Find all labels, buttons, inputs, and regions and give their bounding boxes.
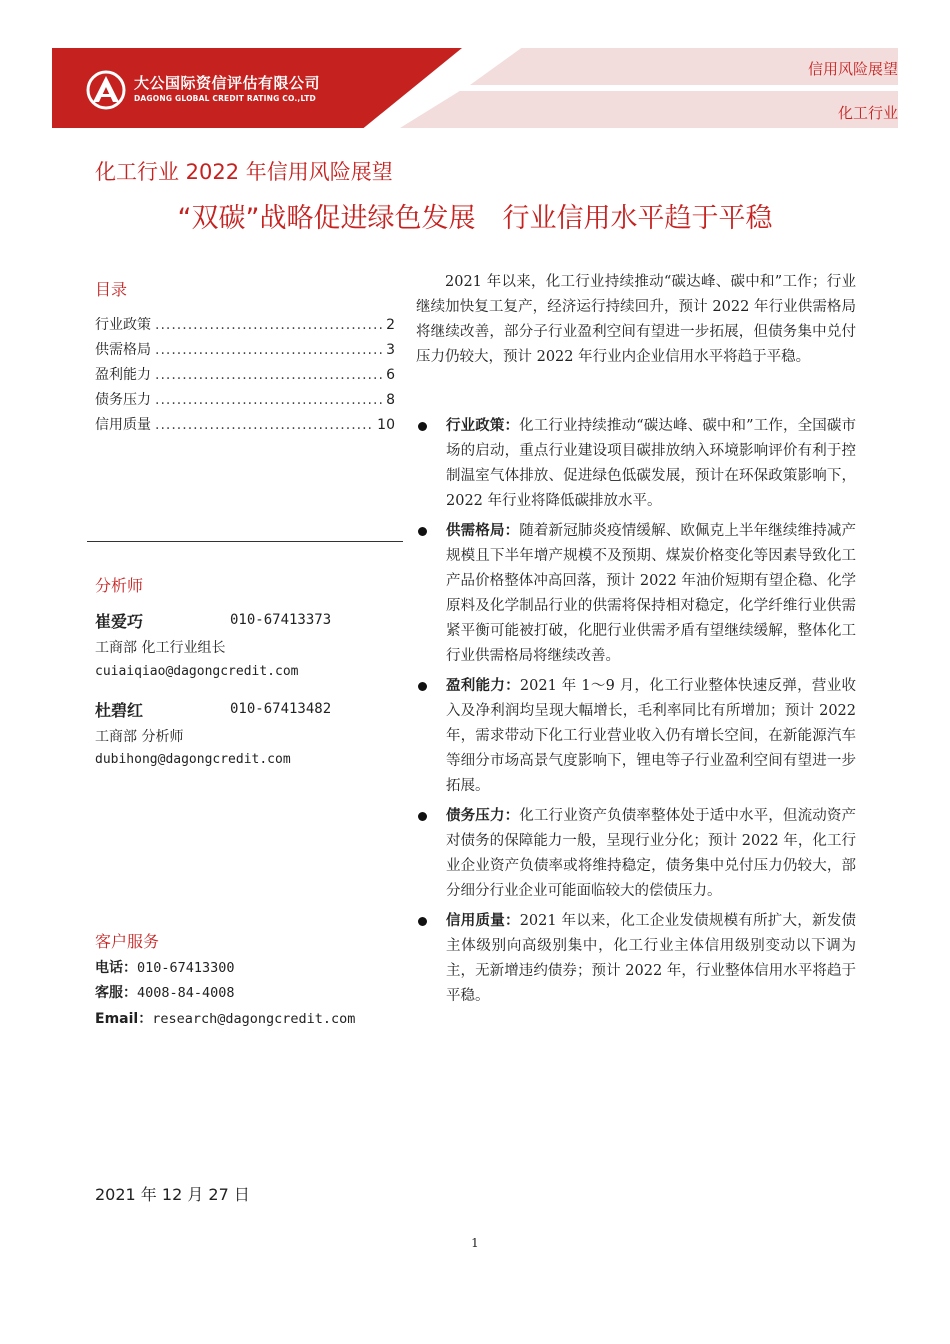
service-hotline: 客服：4008-84-4008: [95, 985, 235, 1001]
analyst-email[interactable]: cuiaiqiao@dagongcredit.com: [95, 664, 299, 679]
analysts-heading: 分析师: [95, 576, 144, 595]
logo-chinese-name: 大公国际资信评估有限公司: [134, 74, 321, 92]
company-logo-icon: [86, 70, 126, 110]
service-phone: 电话：010-67413300: [95, 960, 235, 976]
key-point: 行业政策：化工行业持续推动“碳达峰、碳中和”工作，全国碳市场的启动，重点行业建设项目碳排放纳入环境影响评价有利于控制温室气体排放、促进绿色低碳发展，预计在环保政策影响下，2022 年行业将降低碳排放水平。: [416, 414, 856, 514]
report-headline: “双碳”战略促进绿色发展 行业信用水平趋于平稳: [177, 203, 773, 234]
logo-english-name: DAGONG GLOBAL CREDIT RATING CO.,LTD: [134, 94, 316, 103]
toc-item[interactable]: 供需格局 ..... 3: [95, 338, 395, 363]
service-heading: 客户服务: [95, 932, 160, 951]
toc-heading: 目录: [95, 280, 128, 299]
service-email[interactable]: Email：research@dagongcredit.com: [95, 1011, 356, 1027]
analyst-name: 崔爱巧: [95, 612, 144, 631]
analyst-dept: 工商部 化工行业组长: [95, 640, 226, 656]
bullet-icon: [418, 422, 427, 431]
report-date: 2021 年 12 月 27 日: [95, 1185, 250, 1204]
page-number: 1: [471, 1236, 479, 1250]
analyst-dept: 工商部 分析师: [95, 729, 184, 745]
toc-item[interactable]: 盈利能力 ..... 6: [95, 363, 395, 388]
key-points-list: [416, 414, 856, 1014]
bullet-icon: [418, 682, 427, 691]
analyst-phone: 010-67413373: [230, 612, 332, 628]
bullet-icon: [418, 527, 427, 536]
toc-item[interactable]: 行业政策 ..... 2: [95, 313, 395, 338]
header-tag-industry: 化工行业: [837, 104, 898, 122]
toc-item[interactable]: 债务压力 ..... 8: [95, 388, 395, 413]
bullet-icon: [418, 812, 427, 821]
header-tag-band-bottom: [400, 91, 898, 128]
key-point: 信用质量：2021 年以来，化工企业发债规模有所扩大，新发债主体级别向高级别集中，化工行业主体信用级别变动以下调为主，无新增违约债券；预计 2022 年，行业整体信用水平将趋于平稳。: [416, 909, 856, 1009]
analyst-name: 杜碧红: [95, 701, 144, 720]
summary-paragraph: 2021 年以来，化工行业持续推动“碳达峰、碳中和”工作；行业继续加快复工复产，经济运行持续回升，预计 2022 年行业供需格局将继续改善，部分子行业盈利空间有望进一步拓展，但债务集中兑付压力仍较大，预计 2022 年行业内企业信用水平将趋于平稳。: [416, 274, 856, 365]
analyst-phone: 010-67413482: [230, 701, 332, 717]
report-title: 化工行业 2022 年信用风险展望: [95, 160, 393, 184]
analyst-email[interactable]: dubihong@dagongcredit.com: [95, 752, 291, 767]
key-point: 债务压力：化工行业资产负债率整体处于适中水平，但流动资产对债务的保障能力一般，呈现行业分化；预计 2022 年，化工行业企业资产负债率或将维持稳定，债务集中兑付压力仍较大，部分细分行业企业可能面临较大的偿债压力。: [416, 804, 856, 904]
key-point: 盈利能力：2021 年 1～9 月，化工行业整体快速反弹，营业收入及净利润均呈现大幅增长，毛利率同比有所增加；预计 2022 年，需求带动下化工行业营业收入仍有增长空间，在新能源汽车等细分市场高景气度影响下，锂电等子行业盈利空间有望进一步拓展。: [416, 674, 856, 799]
bullet-icon: [418, 917, 427, 926]
toc-item[interactable]: 信用质量 ..... 10: [95, 413, 395, 438]
key-point: 供需格局：随着新冠肺炎疫情缓解、欧佩克上半年继续维持减产规模且下半年增产规模不及预期、煤炭价格变化等因素导致化工产品价格整体冲高回落，预计 2022 年油价短期有望企稳、化学原料及化学制品行业的供需将保持相对稳定，化学纤维行业供需紧平衡可能被打破，化肥行业供需矛盾有望继续缓解，整体化工行业供需格局将继续改善。: [416, 519, 856, 669]
left-column-divider: [87, 541, 403, 542]
table-of-contents: [95, 313, 395, 438]
header-tag-outlook: 信用风险展望: [807, 60, 898, 78]
